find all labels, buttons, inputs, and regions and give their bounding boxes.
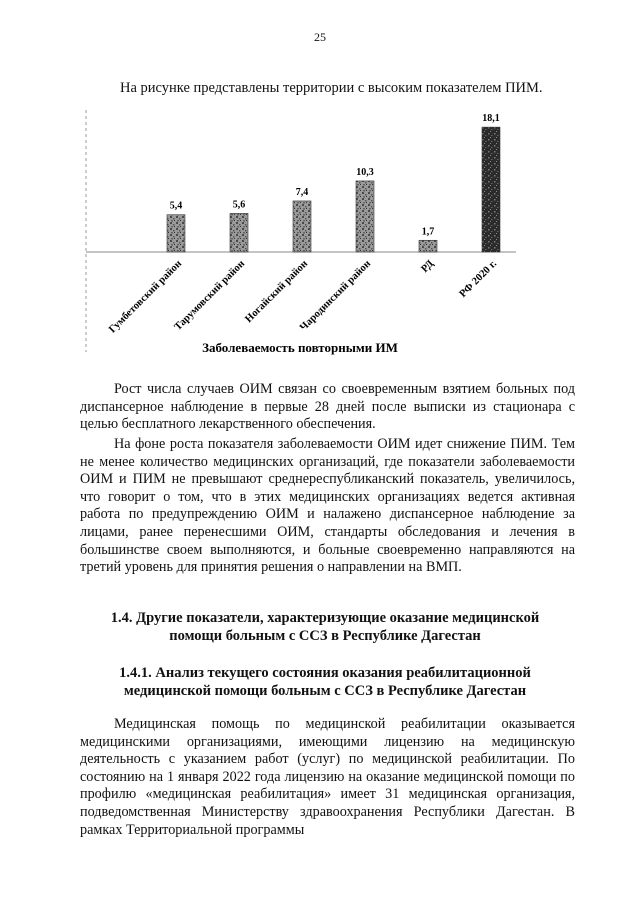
- chart-intro-text: На рисунке представлены территории с высоким показателем ПИМ.: [120, 80, 543, 96]
- value-label-5: 1,7: [421, 226, 435, 238]
- paragraph-2: На фоне роста показателя заболеваемости ОИМ идет снижение ПИМ. Тем не менее количество медицинских организаций, где показатели заболеваемости ОИМ и ПИМ не превышают среднереспубликанский показатель, увеличилось, что говорит о том, что в этих медицинских организациях ведется активная работа по предупреждению ОИМ и налажено диспансерное наблюдение за лицами, ранее перенесшими ОИМ, стандарты обследования и лечения в большинстве своем выполняются, и больные своевременно направляются на третий уровень для принятия решения о направлении на ВМП.: [80, 436, 575, 576]
- value-label-3: 7,4: [295, 186, 309, 198]
- bar-chart: [80, 102, 520, 360]
- paragraph-3: Медицинская помощь по медицинской реабилитации оказывается медицинскими организациями, имеющими лицензию на медицинскую деятельность с указанием работ (услуг) по медицинской реабилитации. По состоянию на 1 января 2022 года лицензию на оказание медицинской помощи по профилю «медицинская реабилитация» имеет 31 медицинская организация, подведомственная Министерству здравоохранения Республики Дагестан. В рамках Территориальной программы: [80, 716, 575, 838]
- bar-3: [293, 201, 311, 252]
- tick-label-4: Чародинский район: [298, 258, 374, 334]
- page-number: 25: [314, 30, 326, 44]
- tick-label-5: РД: [419, 258, 437, 275]
- bar-1: [167, 215, 185, 252]
- bar-2: [230, 213, 248, 252]
- value-label-1: 5,4: [169, 200, 183, 212]
- tick-label-1: Гумбетовский район: [107, 258, 185, 336]
- tick-label-6: РФ 2020 г.: [457, 258, 500, 300]
- tick-label-3: Ногайский район: [243, 258, 311, 326]
- paragraph-1: Рост числа случаев ОИМ связан со своевременным взятием больных под диспансерное наблюдение в первые 28 дней после выписки из стационара с целью бесплатного лекарственного обеспечения.: [80, 381, 575, 433]
- bar-6: [482, 127, 500, 252]
- value-label-6: 18,1: [482, 113, 500, 125]
- value-label-4: 10,3: [356, 166, 374, 178]
- tick-label-2: Тарумовский район: [172, 258, 248, 333]
- subsection-heading: 1.4.1. Анализ текущего состояния оказания реабилитационной медицинской помощи больным с ССЗ в Республике Дагестан: [119, 665, 531, 699]
- value-label-2: 5,6: [232, 199, 246, 211]
- chart-title: Заболеваемость повторными ИМ: [202, 340, 398, 355]
- section-heading: 1.4. Другие показатели, характеризующие оказание медицинской помощи больным с ССЗ в Республике Дагестан: [110, 610, 540, 644]
- bar-4: [356, 181, 374, 252]
- bar-5: [419, 240, 437, 252]
